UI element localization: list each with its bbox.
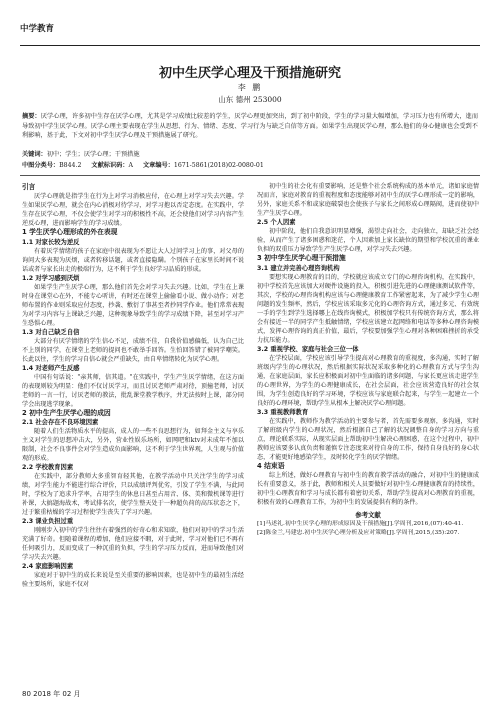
heading-section-3: 3 初中学生厌学心理干预措施 bbox=[257, 254, 346, 262]
classification-meta bbox=[22, 161, 478, 170]
paper-title: 初中生厌学心理及干预措施研究 bbox=[158, 66, 341, 81]
article-number: 文章编号：1671-5861(2018)02-0080-01 bbox=[142, 162, 264, 169]
references-title: 参考文献 bbox=[355, 511, 381, 519]
heading-1-1: 1.1 对家长较为逆反 bbox=[22, 238, 80, 246]
heading-section-2: 2 初中生产生厌学心理的成因 bbox=[22, 408, 111, 417]
heading-1-4: 1.4 对老师产生反感 bbox=[22, 364, 80, 372]
abstract bbox=[22, 112, 478, 141]
section-rule bbox=[20, 175, 480, 176]
paragraph: 要想实现心理教育的目的，学校就应该成立专门的心理咨询机构，在实践中，初中学校首先应该加大对硬件设施的投入，积极引进先进的心理健康测试软件等，其次，学校的心理咨询机构应该与心理健康教育工作紧密起来，为了减少学生心理问题的发生频率，然后，学校应该采取多元化的心理咨询方式，通过多元、有效统一手的学生到学生选择哪上在线咨询模式，积极加学校只有传统咨询方式，那么将会有接近一半的同学产生抵触情绪，学校应该建立起网络和电话等多种心理咨询模式，发挥心理咨询的真正价值，最后，学校要加强学生心理对各种困难挫折的承受力抗压能力。 bbox=[257, 273, 479, 344]
paragraph: 在学校层面，学校应该引导学生提高对心理教育的重视度，多沟通，实时了解班级内学生的心理状况，然后根据实际状况采取多种化的心理教育方式与学生沟通，在家庭层面，家长应积极面对初中生面临的诸多问题，与家长更应该走进学生的心理世界，为学生的心理健康成长，在社会层面，社会应该营造良好的社会氛围，为学生创造良好的学习环境，学校应该与家庭联合起来，与学生一起建立一个良好的心理环境，帮助学生从根本上解决厌学心理问题。 bbox=[257, 354, 479, 407]
abstract-label: 摘要： bbox=[22, 113, 41, 120]
author: 李 鹏 bbox=[237, 83, 263, 92]
heading-2-4: 2.4 家庭影响因素 bbox=[22, 563, 74, 570]
paragraph: 刚刚步入初中的学生往往有着强烈的好奇心和求知欲，他们对初中的学习生活充满了好奇。但随着课程的增加，他们应接不暇，对于此时，学习对他们已不再有任何吸引力，反而变成了一种沉重的负担，学生的学习压力反而，进而导致他们对学习失去兴趣。 bbox=[22, 527, 244, 561]
abstract-text: 厌学心理，许多初中生存在厌学心理，尤其是学习成绩比较差的学生，厌学心理更加突出，到了初中阶段，学生的学习量大幅增加，学习压力也有所增大，進而导致初中学生厌学心理。厌学心理主要表现在学生从思想、行为、情绪、态度、学习行为与缺乏自信等方面。如果学生出现厌学心理，那么他们的身心健康也会受到不利影响，基于此，下文对初中学生厌学心理及干预措施展了研究。 bbox=[22, 113, 479, 139]
document-code: 文献标识码：A bbox=[91, 162, 133, 169]
paragraph: 大部分有厌学情绪的学生信心不足，成绩不佳，自我价值感偏低，认为自己比不上别的同学，在课堂上老师的提问也不敢举手回答。生怕回答错了被同学嘲笑。长此以往，学生的学习自信心就会严重缺失，由自卑情绪转化为厌学心理。 bbox=[22, 337, 244, 363]
heading-1-2: 1.2 对学习感到厌烦 bbox=[22, 274, 80, 282]
left-column bbox=[22, 182, 244, 682]
paragraph: 随着人们生活物质水平的提高，成人的一些不良思想行为，如拜金主义与享乐主义对学生的思想冲击大，另外，营业性娱乐场所，如网吧和ktv对未成年不加以限制，社会不良事件会对学生造成负面影响，这不利于学生世界观，人生观与价值观的形成。 bbox=[22, 428, 244, 462]
paragraph: 中国有句话说："亲其师，信其道。"在实践中，学生产生厌学情绪，在这方面的表现则较为明显：他们不仅讨厌学习，而且讨厌老师严肃对待，顶撞老师，讨厌老师的一言一行，讨厌老师的教法，批乱课堂教学秩序，并无法按时上课，部分同学会出现逃学现象。 bbox=[22, 373, 244, 408]
paragraph: 有着厌学情绪的孩子在家庭中很表现为不愿让大人过问学习上的事，对父母的询问大多表现为厌烦，或者转移话题，或者直接隐瞒。个别孩子在家里长时间不说话或者与家长出走的极端行为，这不利于学生良好学习品质的形成。 bbox=[22, 247, 244, 273]
reference-item: [1]马述礼.初中生厌学心理的形成原因及干预措施[J].学周刊,2016,(07):40-41. bbox=[257, 521, 464, 527]
heading-3-2: 3.2 重视学校、家庭与社会三位一体 bbox=[257, 345, 359, 353]
paragraph: 初中生的社会化有重要影响，还是整个社会系统构成的基本单元，诸如家庭情况而言，家庭对教育的重视程度和态度能够对初中生的厌学心理形成一定的影响，另外，家庭关系不和或家庭破裂也会使孩子与家长之间形成心理隔阂，进而使初中生产生厌学心理。 bbox=[257, 183, 479, 217]
heading-3-3: 3.3 重视教师教育 bbox=[257, 408, 309, 416]
heading-2-2: 2.2 学校教育因素 bbox=[22, 464, 74, 471]
page-footer: 80 2018 年 02 月 bbox=[22, 690, 81, 698]
keywords bbox=[22, 150, 478, 159]
clc-number: 中图分类号：B844.2 bbox=[22, 162, 82, 169]
heading-2-3: 2.3 课业负担过重 bbox=[22, 518, 74, 525]
journal-name: 中学教育 bbox=[20, 24, 55, 34]
paragraph: 在实践中，教师作为教学活动的主要参与者，首先需要多观察，多沟通，实时了解班级内学生的心理状况，然后根据自己了解的状况调整自身的学习方向与重点，理论联系实际，从现实层面上帮助初中生解决心理困惑，在这个过程中，初中教师应该要多认真负责和谨慎专注态度来对待自身的工作，保持自身良好的身心状态，才能更好地感染学生，及时转化学生的厌学情绪。 bbox=[257, 417, 479, 461]
heading-2-5: 2.5 个人因素 bbox=[257, 219, 296, 226]
paragraph: 在实践中，部分教师大多重智育轻其他，在教学活动中只关注学生的学习成绩，对学生能力不能进行综合评价，只以成绩评判优劣，引发了学生不满，与此同时，学校为了追求升学率，占用学生的休息日甚至占用音、体、美和微机课等进行补课，大搞题海战术，考试排名次，使学生整天处于一种超负荷的高压状态之下，过于繁重枯燥的学习过程使学生丧失了学习兴趣。 bbox=[22, 473, 244, 516]
paragraph: 家庭对于初中生的成长来说是至关重要的影响因素，也是初中生的最初生活经验主要场所，家庭不仅对 bbox=[22, 572, 244, 588]
header-rule bbox=[20, 45, 480, 46]
heading-section-4: 4 结束语 bbox=[257, 461, 285, 470]
right-column bbox=[257, 182, 479, 682]
paragraph: 综上所述，做好心理教育与初中生的教育教学活动的融合，对初中生的健康成长有重要意义，基于此，教师和相关人员要做好对初中生心理健康教育的持续性，初中生心理教育和学习与成长都有着密切关系，帮助学生提高对心理教育的重视，积极有效的心理教育工作，为初中生的发展提供有利的条件。 bbox=[257, 472, 479, 506]
heading-3-1: 3.1 建立并完善心理咨询机构 bbox=[257, 264, 340, 272]
heading-intro: 引言 bbox=[22, 183, 36, 191]
reference-item: [2]陈金兰,马建忠.初中生厌学心理分析及应对策略[J].学周刊,2015,(35):207. bbox=[257, 529, 460, 536]
paragraph: 如果学生产生厌学心理，那么他们首先会对学习失去兴趣。比如，学生在上课时身在课堂心在外，不能专心听讲，有时还在课堂上偷偷看小说、做小动作；对老师布置的作业则采取应付态度，抄袭、敷衍了事甚至者抄同学作业。他们常常表现为对学习内容与上课缺乏兴趣，这种现象导致学生的学习成绩下降，甚至对学习产生恐惧心理。 bbox=[22, 283, 244, 327]
keywords-label: 关键词： bbox=[22, 151, 47, 158]
affiliation: 山东 德州 253000 bbox=[218, 95, 282, 104]
keywords-text: 初中；学生；厌学心理；干预措施 bbox=[46, 151, 140, 158]
paragraph: 初中阶段，他们自我意识明显增强，渴望走向社会，走向独立，却缺乏社会经验，从而产生了诸多困惑和迷茫，个人因素加上家长缺位的期望和学校沉重的课业负担的双重压力导致学生产生厌学心理，对学习失去兴趣。 bbox=[257, 228, 479, 253]
heading-section-1: 1 学生厌学心理形成的外在表现 bbox=[22, 228, 118, 236]
heading-1-3: 1.3 对自己缺乏自信 bbox=[22, 328, 80, 336]
paragraph: 厌学心理就是指学生在行为上对学习消极应付，在心理上对学习失去兴趣。学生如果厌学心理，就会在内心消极对待学习，对学习抱以否定态度。在实践中，学生存在厌学心理，不仅会使学生对学习的积极性不高，还会使他们对学习内容产生逆反心理，进而影响学生的学习成绩。 bbox=[22, 193, 244, 227]
heading-2-1: 2.1 社会存在不良环境因素 bbox=[22, 419, 99, 426]
